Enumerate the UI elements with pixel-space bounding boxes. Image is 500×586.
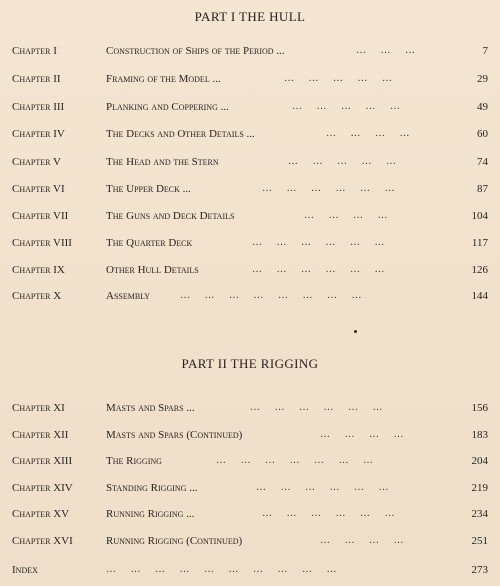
page-number: 74 (477, 156, 488, 168)
chapter-title: Construction of Ships of the Period ... (106, 45, 285, 57)
chapter-label: Chapter XI (12, 402, 65, 414)
chapter-label: Chapter III (12, 101, 65, 113)
chapter-label: Chapter IX (12, 264, 65, 276)
dot-leader: … … … … … … (262, 508, 401, 519)
toc-entry (0, 480, 500, 496)
page-number: 219 (471, 482, 488, 494)
chapter-label: Chapter II (12, 73, 61, 85)
toc-entry (0, 235, 500, 251)
page-number: 126 (471, 264, 488, 276)
toc-entry (0, 453, 500, 469)
part-1-heading: PART I THE HULL (194, 9, 306, 24)
toc-entry (0, 262, 500, 278)
page-number: 183 (471, 429, 488, 441)
dot-leader: … … … … … … (262, 183, 401, 194)
dot-leader: … … … … … … (256, 482, 395, 493)
chapter-title: The Quarter Deck (106, 237, 193, 249)
toc-entry (0, 43, 500, 59)
chapter-label: Chapter IV (12, 128, 65, 140)
chapter-label: Chapter VII (12, 210, 69, 222)
chapter-title: Framing of the Model ... (106, 73, 221, 85)
chapter-title: The Head and the Stern (106, 156, 219, 168)
dot-leader: … … … … … … (252, 237, 391, 248)
page-number: 7 (482, 45, 488, 57)
dot-leader: … … … … (304, 210, 394, 221)
chapter-label: Chapter I (12, 45, 57, 57)
dot-leader: … … … … … (284, 73, 398, 84)
page-number: 144 (471, 290, 488, 302)
chapter-label: Chapter X (12, 290, 62, 302)
dot-leader: … … … … … … … … (180, 290, 368, 301)
toc-entry (0, 506, 500, 522)
page-number: 251 (471, 535, 488, 547)
dot-leader: … … … … … … … (216, 455, 379, 466)
chapter-label: Chapter XV (12, 508, 70, 520)
dot-leader: … … … … … … (252, 264, 391, 275)
chapter-title: Masts and Spars (Continued) (106, 429, 243, 441)
chapter-title: Assembly (106, 290, 151, 302)
toc-entry (0, 400, 500, 416)
dot-leader: … … … … … (292, 101, 406, 112)
page-number: 273 (471, 564, 488, 576)
chapter-title: Standing Rigging ... (106, 482, 198, 494)
dot-leader: … … … (356, 45, 421, 56)
dot-leader: … … … … … … (250, 402, 389, 413)
chapter-label: Chapter VI (12, 183, 65, 195)
part-2-heading: PART II THE RIGGING (181, 356, 319, 371)
ink-speck (354, 330, 357, 333)
chapter-label: Chapter XIII (12, 455, 73, 467)
chapter-label: Chapter XII (12, 429, 69, 441)
toc-entry (0, 181, 500, 197)
chapter-title: The Guns and Deck Details (106, 210, 235, 222)
page-number: 87 (477, 183, 488, 195)
chapter-label: Chapter V (12, 156, 61, 168)
toc-entry (0, 126, 500, 142)
chapter-title: Running Rigging (Continued) (106, 535, 243, 547)
chapter-title: Masts and Spars ... (106, 402, 195, 414)
toc-entry (0, 71, 500, 87)
page-number: 117 (471, 237, 488, 249)
page-number: 29 (477, 73, 488, 85)
chapter-label: Chapter XVI (12, 535, 73, 547)
toc-entry (0, 427, 500, 443)
dot-leader: … … … … (320, 429, 410, 440)
toc-entry (0, 208, 500, 224)
chapter-title: Other Hull Details (106, 264, 199, 276)
toc-entry (0, 533, 500, 549)
chapter-label: Index (12, 564, 38, 576)
toc-entry (0, 562, 500, 578)
toc-entry (0, 99, 500, 115)
page-number: 104 (471, 210, 488, 222)
dot-leader: … … … … … … … … … … (106, 564, 343, 575)
dot-leader: … … … … (326, 128, 416, 139)
page-number: 156 (471, 402, 488, 414)
chapter-title: The Upper Deck ... (106, 183, 191, 195)
chapter-title: The Decks and Other Details ... (106, 128, 255, 140)
page-number: 49 (477, 101, 488, 113)
chapter-label: Chapter VIII (12, 237, 72, 249)
page-number: 204 (471, 455, 488, 467)
chapter-title: Running Rigging ... (106, 508, 195, 520)
chapter-label: Chapter XIV (12, 482, 73, 494)
toc-entry (0, 288, 500, 304)
page-number: 60 (477, 128, 488, 140)
chapter-title: Planking and Coppering ... (106, 101, 229, 113)
dot-leader: … … … … … (288, 156, 402, 167)
page-number: 234 (471, 508, 488, 520)
dot-leader: … … … … (320, 535, 410, 546)
chapter-title: The Rigging (106, 455, 162, 467)
toc-entry (0, 154, 500, 170)
